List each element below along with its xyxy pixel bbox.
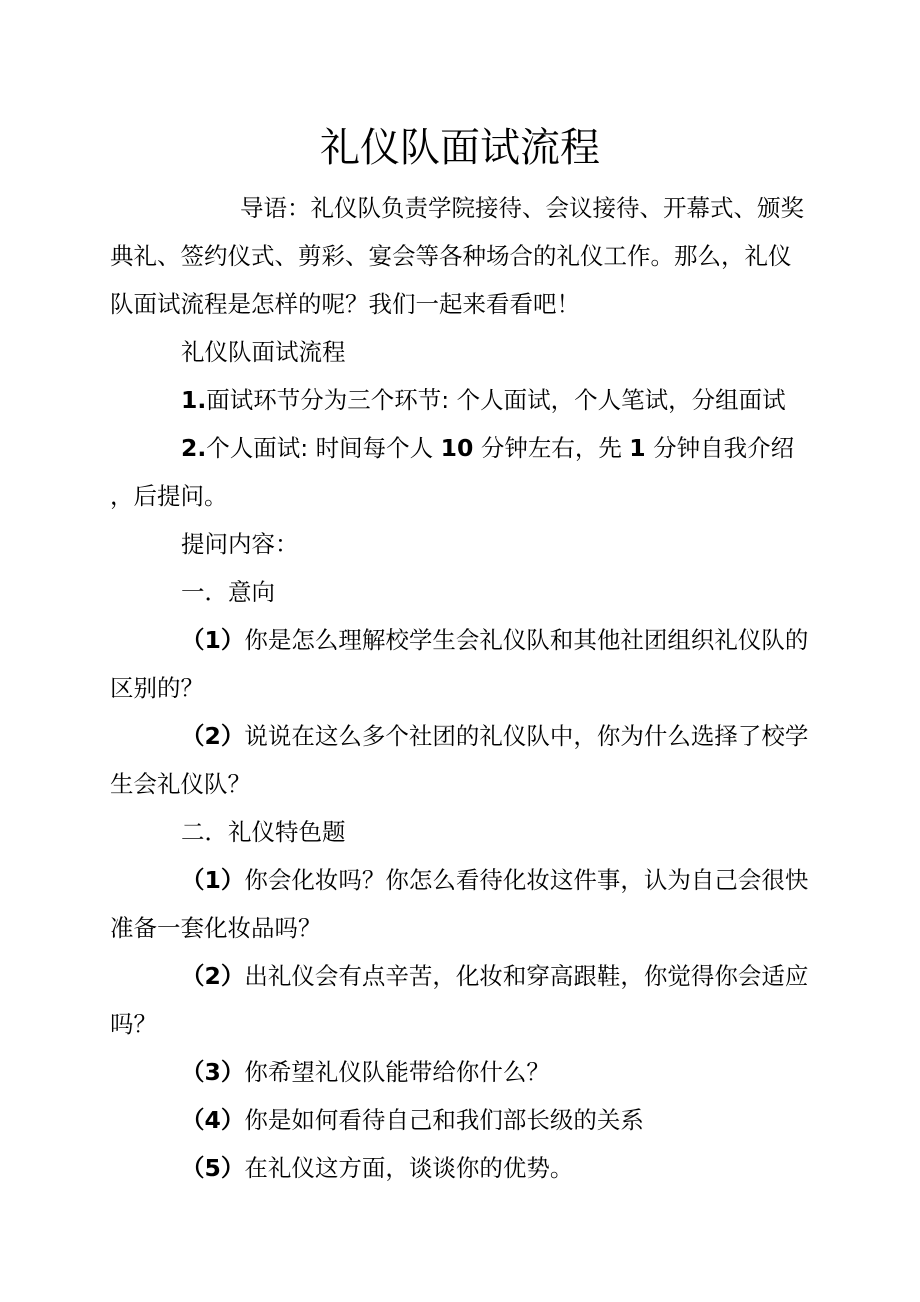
- step-2: [110, 424, 814, 520]
- section-2-item: [110, 952, 814, 1048]
- section-1-heading: 一．意向: [181, 578, 275, 606]
- step-2-number: 2.: [181, 434, 207, 462]
- item-text: 你是怎么理解校学生会礼仪队和其他社团组织礼仪队的区别的？: [110, 626, 809, 702]
- step-2-num-1: 1: [629, 434, 646, 462]
- step-1-text: 面试环节分为三个环节: 个人面试，个人笔试，分组面试: [206, 386, 786, 414]
- section-2-item: [110, 1048, 814, 1096]
- item-number: （4）: [181, 1106, 245, 1134]
- step-2-text-a: 个人面试: 时间每个人: [206, 434, 441, 462]
- item-text: 说说在这么多个社团的礼仪队中，你为什么选择了校学生会礼仪队？: [110, 722, 809, 798]
- section-1-item: [110, 616, 814, 712]
- questions-label: 提问内容：: [181, 530, 299, 558]
- document-title: 礼仪队面试流程: [320, 125, 600, 171]
- item-number: （1）: [181, 626, 245, 654]
- subtitle: 礼仪队面试流程: [181, 338, 346, 366]
- step-1-number: 1.: [181, 386, 207, 414]
- section-1-item: [110, 712, 814, 808]
- section-2-heading: 二．礼仪特色题: [181, 818, 346, 846]
- step-2-text-c: 分钟自我介绍 ，后提问。: [110, 434, 795, 510]
- item-number: （5）: [181, 1154, 245, 1182]
- section-2-item: [110, 1144, 814, 1192]
- item-text: 你会化妆吗？你怎么看待化妆这件事，认为自己会很快准备一套化妆品吗？: [110, 866, 809, 942]
- item-text: 在礼仪这方面，谈谈你的优势。: [244, 1154, 574, 1182]
- step-2-num-10: 10: [440, 434, 474, 462]
- item-text: 你希望礼仪队能带给你什么？: [244, 1058, 550, 1086]
- section-2-item: [110, 856, 814, 952]
- item-text: 出礼仪会有点辛苦，化妆和穿高跟鞋，你觉得你会适应吗？: [110, 962, 809, 1038]
- item-number: （1）: [181, 866, 245, 894]
- item-text: 你是如何看待自己和我们部长级的关系: [244, 1106, 644, 1134]
- intro-paragraph: 导语：礼仪队负责学院接待、会议接待、开幕式、颁奖典礼、签约仪式、剪彩、宴会等各种场合的礼仪工作。那么，礼仪队面试流程是怎样的呢？我们一起来看看吧！: [110, 194, 804, 318]
- step-1: [110, 376, 814, 424]
- item-number: （2）: [181, 722, 245, 750]
- step-2-text-b: 分钟左右，先: [473, 434, 630, 462]
- section-2-item: [110, 1096, 814, 1144]
- item-number: （3）: [181, 1058, 245, 1086]
- item-number: （2）: [181, 962, 245, 990]
- document-body: [110, 184, 814, 1192]
